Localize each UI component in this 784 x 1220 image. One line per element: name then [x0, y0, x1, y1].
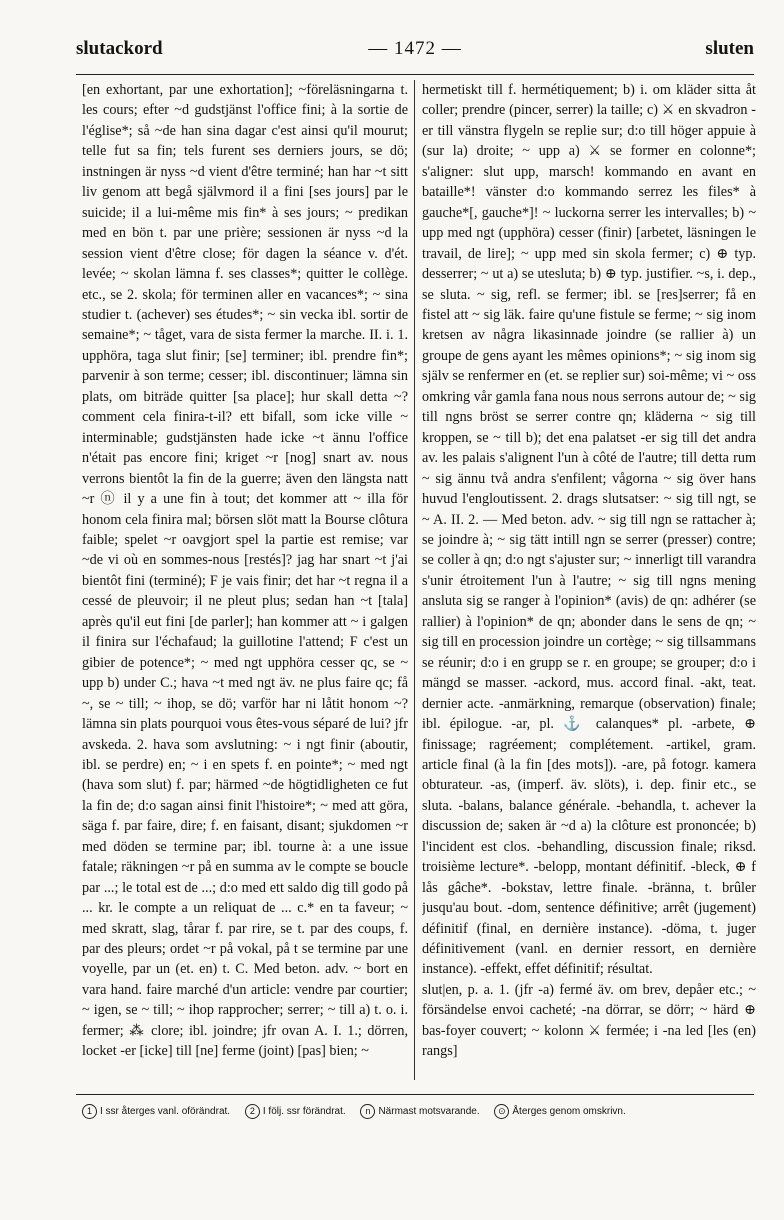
footnote-text: I ssr återges vanl. oförändrat. — [100, 1106, 231, 1118]
header-left-word: slutackord — [76, 38, 163, 59]
circled-mark-icon: 1 — [82, 1104, 97, 1119]
page-number: — 1472 — — [368, 38, 462, 59]
circled-mark-icon: n — [360, 1104, 375, 1119]
circled-mark-icon: ⊙ — [494, 1104, 509, 1119]
footnote-text: Närmast motsvarande. — [378, 1106, 480, 1118]
header-right-word: sluten — [705, 38, 754, 59]
header-rule — [76, 74, 754, 75]
footnote — [360, 1104, 479, 1120]
footnote — [82, 1104, 230, 1120]
footer-rule — [76, 1094, 754, 1095]
left-column — [82, 80, 408, 1082]
footnote — [245, 1104, 346, 1120]
column-divider — [414, 80, 415, 1080]
right-column — [422, 80, 756, 1082]
page-header — [76, 38, 754, 70]
entry-paragraph: slut|en, p. a. 1. (jfr -a) fermé äv. om brev, depåer etc.; ~ försändelse envoi cacheté; -na dörrar, se dörr; ~ härd ⊕ bas-foyer couvert; ~ kolonn ⚔ fermée; i -na led [les (en) rangs] — [422, 981, 756, 1060]
entry-paragraph: [en exhortant, par une exhortation]; ~föreläsningarna t. les cours; efter ~d gudstjänst l'office fini; à la sortie de l'église*; så ~de han sina dagar c'est ainsi qu'il mourut; telle fut sa fin; tels furent ses derniers jours, se dö; instningen är nyss ~d vient d'être terminé; han har ~t sitt liv genom att begå självmord il a fini [ses jours] par le suicide; il a lui-même mis fin* à ses jours; ~ predikan med en bön t. par une prière; sessionen är nyss ~d la session vient d'être close; för dagen la séance v. d'ét. levée; ~ skolan lämna f. ses classes*; quitter le collège. etc., se 2. skola; för terminen aller en vacances*; ~ sina studier t. (achever) ses études*; ~ sin vecka ibl. sortir de semaine*; ~ tåget, vara de sista fermer la marche. II. i. 1. upphöra, taga slut finir; [se] terminer; ibl. prendre fin*; parvenir à son terme; cesser; ibl. discontinuer; lämna sin plats, om biträde quitter [sa place]; hur skall detta ~? comment cela finira-t-il? ett bifall, som icke ville ~ interminable; gudstjänsten hade icke ~t ännu l'office n'était pas encore fini; kriget ~r [nog] snart av. nous verrons bientôt la fin de la guerre; även den längsta natt ~r ⓝ il y a une fin à tout; det kommer att ~ illa för honom cela finira mal; börsen slöt matt la Bourse clôtura faible; spelet ~r oavgjort spel la partie est remise; var ~de vi où en sommes-nous [restés]? jag har snart ~t j'ai bientôt fini (terminé); F je vais finir; det har ~t regna il a cessé de pleuvoir; il ne pleut plus; sedan han ~t [tala] après qu'il eut fini [de parler]; han kommer att ~ i galgen il finira sur l'échafaud; la guillotine l'attend; F c'est un gibier de potence*; ~ med ngt upphöra cesser qc, se ~ upp b) under C.; hava ~t med ngt äv. ne plus faire qc; få ~, se ~ till; ~ ihop, se dö; varför har ni låtit honom ~? lämna sin plats pourquoi vous êtes-vous séparé de lui? jfr avskeda. 2. hava som avslutning: ~ i ngt finir (aboutir, ibl. se perdre) en; ~ i en spets f. en pointe*; ~ med ngt (hava som slut) f. par; härmed ~de högtidligheten ce fut la fin de; d:o sagan ainsi finit l'histoire*; ~ med att göra, säga f. par faire, dire; f. en faisant, disant; sjukdomen ~r med döden se termine par; ibl. tourne à: a une issue fatale; räkningen ~r på en summa av le compte se boucle par ...; le total est de ...; d:o med ett saldo dig till godo på ... kr. le compte a un reliquat de ... c.* en ta faveur; ~ med skratt, slag, tårar f. par rire, se t. par des coups, f. par des pleurs; ordet ~r på vokal, på t se termine par une voyelle, par un (et. en) t. C. Med beton. adv. ~ bort en vara hand. faire marché d'un article: vendre par courtier; ~ igen, se ~ till; ~ ihop rapprocher; serrer; ~ till a) t. o. i. fermer; ⁂ clore; ibl. joindre; jfr ovan A. I. 1.; dörren, locket -er [icke] till [ne] ferme (joint) [pas] bien; ~ — [82, 82, 408, 1060]
footnote — [494, 1104, 625, 1120]
entry-paragraph: hermetiskt till f. hermétiquement; b) i. om kläder sitta åt coller; prendre (pincer, serrer) la taille; c) ⚔ en skvadron -er till vänstra flygeln se replie sur; d:o till höger appuie à (sur la) droite; ~ upp a) ⚔ se former en colonne*; s'aligner: slut upp, marsch! kommando en avant en bataille*! vänster d:o kommando serrez les files* à gauche*[, gauche*]! ~ luckorna serrer les intervalles; b) ~ upp med ngt (upphöra) cesser (finir) [arbetet, läsningen le travail, de lire]; ~ upp med sin skola fermer; c) ⊕ typ. desserrer; ~ ut a) se utesluta; b) ⊕ typ. justifier. ~s, i. dep., se sluta. ~ sig, refl. se fermer; ibl. se [res]serrer; få en fistel att ~ sig läk. faire qu'une fistule se ferme; ~ sig inom kretsen av några likasinnade joindre (se rallier à) un groupe de gens ayant les mêmes opinions*; ~ sig inom sig själv se renfermer en (et. se replier sur) soi-même; vi ~ oss omkring vår gamla fana nous nous serrons autour de; ~ sig till ngns bröst se serrer contre qn; kläderna ~ sig till kroppen, se ~ till b); det ena palatset -er sig till det andra av. les palais s'alignent l'un à côté de l'autre; till detta rum ~ sig ännu två andra s'enfilent; vågorna ~ sig över hans huvud l'engloutissent. 2. drags slutsatser: ~ sig till ngt, se ~ A. II. 2. — Med beton. adv. ~ sig till ngn se rattacher à; se joindre à; ~ sig tätt intill ngn se serrer (presser) contre; se coller à qn; d:o ngt s'ajuster sur; ~ innerligt till varandra s'unir étroitement l'un à l'autre; ~ sig till ngns mening ansluta sig se ranger à l'opinion* (avis) de qn: adhérer (se rallier) à l'opinion* de qn; abonder dans le sens de qn; ~ sig till en procession joindre un cortège; ~ sig tillsammans se réunir; d:o i en grupp se r. en groupe; se grouper; d:o i mängd se masser. -ackord, mus. accord final. -akt, teat. dernier acte. -anmärkning, remarque (observation) finale; ibl. épilogue. -ar, pl. ⚓ calanques* pl. -arbete, ⊕ finissage; ragréement; complétement. -artikel, gram. article final (à la fin [des mots]). -are, på fotogr. kamera obturateur. -as, (imperf. äv. slöts), i. dep. finir etc., se sluta. -balans, balance générale. -behandla, t. achever la discussion de; saken är ~d a) la clôture est prononcée; b) l'incident est clos. -behandling, discussion finale; riksd. troisième lecture*. -belopp, montant définitif. -bleck, ⊕ f lås gâche*. -bokstav, lettre finale. -bränna, t. brûler jusqu'au bout. -dom, sentence définitive; arrêt (jugement) définitif (final, en dernière instance). -döma, t. juger définitivement (vanl. en dernier ressort, en dernière instance). -effekt, effet définitif; résultat. — [422, 82, 756, 978]
footnotes — [82, 1104, 754, 1120]
circled-mark-icon: 2 — [245, 1104, 260, 1119]
footnote-text: Återges genom omskrivn. — [512, 1106, 626, 1118]
footnote-text: I följ. ssr förändrat. — [262, 1106, 346, 1118]
